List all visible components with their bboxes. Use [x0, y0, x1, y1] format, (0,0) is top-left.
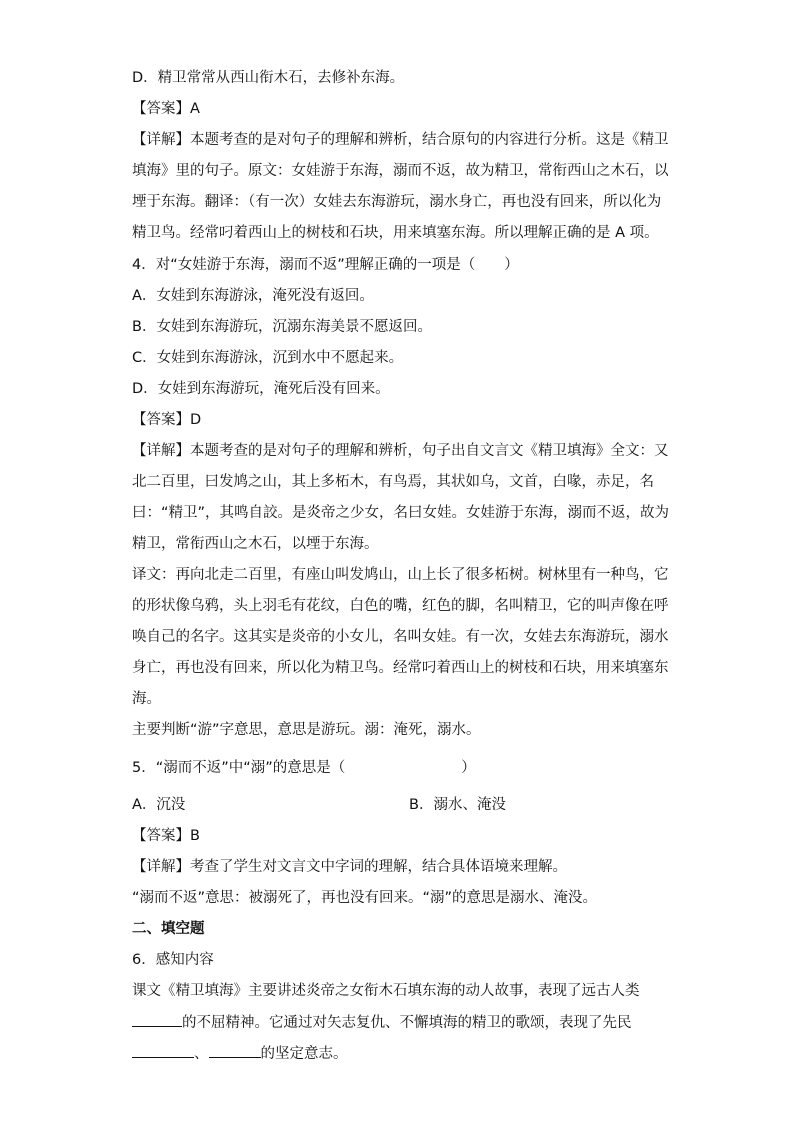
option-b-q5: B．溺水、淹没 — [409, 797, 506, 813]
fill-blank-2[interactable] — [132, 1043, 194, 1058]
key-judgment: 主要判断“游”字意思，意思是游玩。溺：淹死，溺水。 — [132, 722, 481, 738]
translation-line4: 身亡，再也没有回来，所以化为精卫鸟。经常叼着西山上的树枝和石块，用来填塞东 — [132, 660, 669, 676]
question-4: 4．对“女娃游于东海，溺而不返”理解正确的一项是（ ） — [132, 257, 519, 273]
translation-line5: 海。 — [132, 691, 161, 707]
explanation-q4-line3: 曰：“精卫”，其鸣自詨。是炎帝之少女，名曰女娃。女娃游于东海，溺而不返，故为 — [132, 505, 670, 521]
blank-separator: 、 — [194, 1046, 209, 1062]
answer-q5: 【答案】B — [132, 828, 200, 844]
section-heading: 二、填空题 — [132, 921, 205, 937]
option-d-q3: D．精卫常常从西山衔木石，去修补东海。 — [132, 70, 405, 86]
question-6-line3 — [132, 1043, 672, 1064]
option-a-q4: A．女娃到东海游泳，淹死没有返回。 — [132, 288, 374, 304]
translation-line2: 的形状像乌鸦，头上羽毛有花纹，白色的嘴，红色的脚，名叫精卫，它的叫声像在呼 — [132, 598, 669, 614]
explanation-q4-line2: 北二百里，曰发鸠之山，其上多柘木，有鸟焉，其状如乌，文首，白喙，赤足，名 — [132, 474, 654, 490]
explanation-q3-line2: 填海》里的句子。原文：女娃游于东海，溺而不返，故为精卫，常衔西山之木石，以 — [132, 163, 669, 179]
translation-line1: 译文：再向北走二百里，有座山叫发鸠山，山上长了很多柘树。树林里有一种鸟，它 — [132, 567, 669, 583]
option-b-q4: B．女娃到东海游玩，沉溺东海美景不愿返回。 — [132, 319, 432, 335]
option-c-q4: C．女娃到东海游泳，沉到水中不愿起来。 — [132, 350, 404, 366]
question-5: 5．“溺而不返”中“溺”的意思是（ ） — [132, 760, 476, 776]
question-6-line2-text: 的不屈精神。它通过对矢志复仇、不懈填海的精卫的歌颂，表现了先民 — [182, 1015, 632, 1031]
explanation-q4-line1: 【详解】本题考查的是对句子的理解和辨析，句子出自文言文《精卫填海》全文：又 — [132, 443, 669, 459]
options-q5 — [132, 795, 672, 815]
option-d-q4: D．女娃到东海游玩，淹死后没有回来。 — [132, 381, 390, 397]
question-6-line1: 课文《精卫填海》主要讲述炎帝之女衔木石填东海的动人故事，表现了远古人类 — [132, 983, 640, 999]
fill-blank-1[interactable] — [132, 1012, 182, 1027]
question-6-line3-text: 的坚定意志。 — [260, 1046, 348, 1062]
option-a-q5: A．沉没 — [132, 797, 186, 813]
explanation-q3-line4: 精卫鸟。经常叼着西山上的树枝和石块，用来填塞东海。所以理解正确的是 A 项。 — [132, 225, 659, 241]
question-6-title: 6．感知内容 — [132, 952, 214, 968]
answer-q4: 【答案】D — [132, 412, 202, 428]
fill-blank-3[interactable] — [209, 1043, 261, 1058]
explanation-q3-line1: 【详解】本题考查的是对句子的理解和辨析，结合原句的内容进行分析。这是《精卫 — [132, 132, 669, 148]
translation-line3: 唤自己的名字。这其实是炎帝的小女儿，名叫女娃。有一次，女娃去东海游玩，溺水 — [132, 629, 669, 645]
explanation-q5-line2: “溺而不返”意思：被溺死了，再也没有回来。“溺”的意思是溺水、淹没。 — [132, 890, 598, 906]
question-6-line2 — [132, 1012, 672, 1033]
explanation-q4-line4: 精卫，常衔西山之木石，以堙于东海。 — [132, 536, 379, 552]
explanation-q5-line1: 【详解】考查了学生对文言文中字词的理解，结合具体语境来理解。 — [132, 859, 567, 875]
answer-q3: 【答案】A — [132, 101, 200, 117]
explanation-q3-line3: 堙于东海。翻译：（有一次）女娃去东海游玩，溺水身亡，再也没有回来，所以化为 — [132, 194, 662, 210]
